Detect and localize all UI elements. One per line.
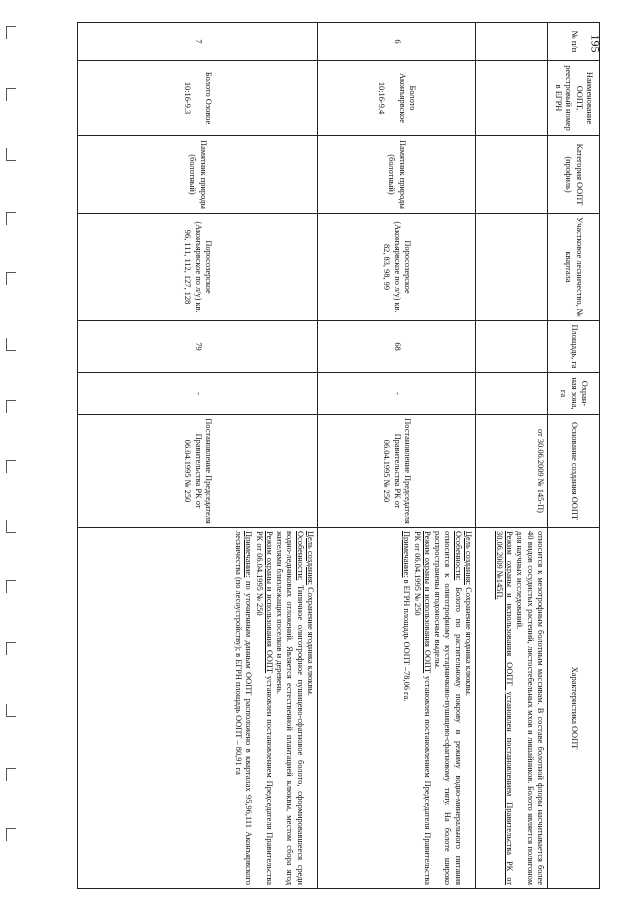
cell-characteristics [318, 528, 476, 889]
cell-category: Памятник природы (болотный) [318, 136, 476, 214]
header-area: Площадь, га [548, 321, 600, 373]
oopt-table [77, 22, 600, 889]
cell-buffer: - [318, 373, 476, 415]
cell-area: 79 [78, 321, 318, 373]
cell-num: 7 [78, 23, 318, 61]
cell-name [318, 61, 476, 136]
cell-characteristics [78, 528, 318, 889]
header-name: Наименование ООПТ, реестровый номер в ЕГРН [548, 61, 600, 136]
cell-forestry: Пoросозерское (Аконъярвское по л/у) кв. 82, 83, 98, 99 [318, 214, 476, 321]
binder-marks [6, 20, 26, 880]
rotated-table-wrapper [78, 22, 600, 888]
table-row-continuation [476, 23, 548, 889]
oopt-name: Болото Аконъярвское [397, 72, 417, 123]
header-num: № п/п [548, 23, 600, 61]
cell-basis: от 30.06.2009 № 145-П) [476, 415, 548, 528]
header-category: Категория ООПТ (профиль) [548, 136, 600, 214]
char-note: Примечание: по уточненным данным ООПТ расположено в кварталах 95,96,111 Аконъярвского лесничества (по лесоустройству); в ЕГРН площадь ООПТ – 80,91 га [234, 531, 254, 885]
cell-basis: Постановление Председателя Правительства РК от 06.04.1995 № 250 [318, 415, 476, 528]
char-regime: Режим охраны и использования ООПТ установлен постановлением Председателя Правительства РК от 06.04.1995 № 250 [412, 531, 432, 885]
header-forestry: Участковое лесничество, № квартала [548, 214, 600, 321]
char-regime [494, 531, 515, 885]
cell-name [78, 61, 318, 136]
cell-buffer: - [78, 373, 318, 415]
char-purpose: Цель создания: Сохранение ягодника клюквы. [306, 531, 315, 697]
char-features: Особенности: Типичное олиготрофное пушицево-сфагновое болото, сформировавшееся среди водно-ледниковых отложений. Является естественной плантацией клюквы, местом сбора ягод жителями близлежащих поселков и деревень. [275, 531, 305, 885]
cell-area: 68 [318, 321, 476, 373]
oopt-name: Болото Озовое [203, 71, 213, 125]
char-regime-text: Режим охраны и использования ООПТ установлен постановлением Правительства РК от 30.06.2009 №145П. [495, 531, 515, 885]
page-number: 195 [588, 34, 603, 53]
table-row [318, 23, 476, 889]
cell-characteristics [476, 528, 548, 889]
char-note: Примечание: в ЕГРН площадь ООПТ –78,06 га. [402, 531, 412, 702]
char-regime: Режим охраны и использования ООПТ установлен постановлением Председателя Правительства РК от 06.04.1995 № 250 [254, 531, 274, 885]
registry-number: 10:16-9.4 [377, 81, 387, 115]
cell-category: Памятник природы (болотный) [78, 136, 318, 214]
char-text: относится к мезотрофным болотным массивам. В составе болотной флоры насчитывается более 40 видов сосудистых растений, листостебельных мхов и лишайников. Болото является полигоном для научных исследований. [515, 531, 545, 885]
cell-num: 6 [318, 23, 476, 61]
cell-basis: Постановление Председателя Правительства РК от 06.04.1995 № 250 [78, 415, 318, 528]
header-characteristics: Характеристика ООПТ [548, 528, 600, 889]
header-row [548, 23, 600, 889]
char-purpose: Цель создания: Сохранение ягодника клюквы. [464, 531, 473, 697]
table-row [78, 23, 318, 889]
cell-forestry: Пoросозерское (Аконъярвское по л/у) кв. 96, 111, 112, 127, 128 [78, 214, 318, 321]
header-buffer: Охран-ная зона, га [548, 373, 600, 415]
char-features: Особенности: Болото по растительному покрову и режиму водно-минерального питания относится к олиготрофному кустарничково-пушицево-сфагновому типу. На болоте широко распространены ягодоносные выделы. [433, 531, 463, 885]
registry-number: 10:16-9.3 [183, 81, 193, 115]
header-basis: Основание создания ООПТ [548, 415, 600, 528]
